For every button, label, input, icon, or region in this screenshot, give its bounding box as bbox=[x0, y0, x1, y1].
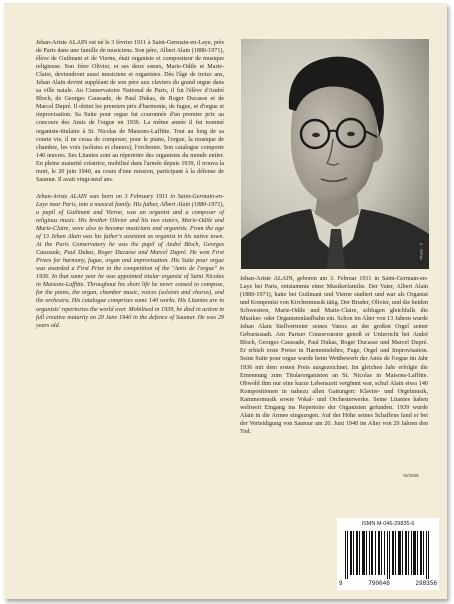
catalog-code: XI/2000 bbox=[403, 473, 419, 478]
barcode-digit-left: 790046 bbox=[368, 580, 390, 587]
ismn-number: ISMN M-046-29835-6 bbox=[361, 521, 415, 527]
german-biography: Jehan-Ariste ALAIN, geboren am 3. Februar 1911 in Saint-Germain-en-Laye bei Paris, entstammte einer Musikerfamilie. Der Vater, Albert Alain (1880-1971), hatte bei Guilmant und Vierne studiert und war als Organist und Komponist von Kirchenmusik tätig. Der Bruder, Olivier, und die beiden Schwestern, Marie-Odile und Marie-Claire, schlugen gleichfalls die Musiker- oder Organistenlaufbahn ein. Schon im Alter von 13 Jahren wurde Jehan Alain Stellvertreter seines Vaters an der großen Orgel seiner Geburtsstadt. Am Pariser Conservatoire genoß er Unterricht bei André Bloch, Georges Caussade, Paul Dukas, Roger Ducasse und Marcel Dupré. Er erhielt erste Preise in Harmonielehre, Fuge, Orgel und Improvisation. Seine Suite pour orgue wurde beim Wettbewerb der Amis de l'orgue im Jahr 1936 mit dem ersten Preis ausgezeichnet. Im gleichen Jahr erfolgte die Ernennung zum Titularorganisten an St. Nicolas in Maisons-Laffitte. Obwohl ihm nur eine kurze Lebenszeit vergönnt war, schuf Alain etwa 140 Kompositionen in nahezu allen Gattungen: Klavier- und Orgelmusik, Kammermusik sowie Vokal- und Orchesterwerke. Seine Litanies haben weltweit Eingang ins Repertoire der Organisten gefunden. 1939 wurde Alain in die Armee eingezogen. Auf der Höhe seines Schaffens fand er bei der Verteidigung von Saumur am 20. Juni 1940 im Alter von 29 Jahren den Tod. bbox=[240, 276, 428, 435]
left-column bbox=[36, 39, 224, 330]
back-cover bbox=[4, 3, 447, 599]
english-biography: Jehan-Ariste ALAIN was born on 3 February 1911 in Saint-Germain-en-Laye near Paris, into a musical family. His father, Albert Alain (1880-1971), a pupil of Guilmant and Vierne, was an organist and a composer of religious music. His brother Olivier and his two sisters, Marie-Odile and Marie-Claire, were also to become musicians and organists. From the age of 13 Jehan Alain was his father's assistant as organist in his native town. At the Paris Conservatory he was the pupil of André Bloch, Georges Caussade, Paul Dukas, Roger Ducasse and Marcel Dupré. He won First Prizes for harmony, fugue, organ and improvisation. His Suite pour orgue was awarded a First Prize in the competition of the "Amis de l'orgue" in 1936. In that same year he was appointed titular organist of Saint Nicolas in Maisons-Laffitte. Throughout his short life he never ceased to compose, for the piano, the organ, chamber music, voices (soloists and chorus), and the orchestra. His catalogue comprises some 140 works. His Litanies are in organists' repertories the world over. Mobilised in 1939, he died in action in full creative maturity on 20 June 1940 in the defence of Saumur. He was 29 years old. bbox=[36, 193, 224, 329]
barcode-digit-prefix: 9 bbox=[339, 580, 343, 587]
barcode-icon bbox=[345, 531, 431, 579]
french-biography: Jehan-Ariste ALAIN est né le 3 février 1911 à Saint-Germain-en-Laye, près de Paris dans une famille de musiciens. Son père, Albert Alain (1880-1971), élève de Guilmant et de Vierne, était organiste et compositeur de musique religieuse. Son frère Olivier, et ses deux sœurs, Marie-Odile et Marie-Claire, deviendront aussi musiciens et organistes. Dès l'âge de treize ans, Jehan Alain devint suppléant de son père aux claviers du grand orgue dans sa ville natale. Au Conservatoire National de Paris, il fut l'élève d'André Bloch, de Georges Caussade, de Paul Dukas, de Roger Ducasse et de Marcel Dupré. Il obtint les premiers prix d'harmonie, de fugue, et d'orgue et improvisation. Sa Suite pour orgue fut couronnée d'un premier prix au concours des Amis de l'orgue en 1936. La même année il fut nommé organiste-titulaire à St. Nicolas de Maisons-Laffitte. Tout au long de sa courte vie, il ne cessa de composer, pour le piano, l'orgue, la musique de chambre, les voix (solistes et chœurs), l'orchestre. Son catalogue comporte 140 œuvres. Ses Litanies sont au répertoire des organistes du monde entier. En pleine maturité créatrice, mobilisé dans l'armée depuis 1939, il trouva la mort, le 20 juin 1940, au cours d'une mission, participant à la défense de Saumur. Il avait vingt-neuf ans. bbox=[36, 40, 224, 183]
barcode-digit-right: 298356 bbox=[415, 580, 437, 587]
portrait-photo bbox=[241, 39, 429, 269]
barcode-label bbox=[337, 518, 439, 590]
photo-credit: Photo : X bbox=[418, 243, 423, 260]
portrait-illustration bbox=[241, 39, 429, 269]
barcode-digits bbox=[339, 580, 437, 587]
